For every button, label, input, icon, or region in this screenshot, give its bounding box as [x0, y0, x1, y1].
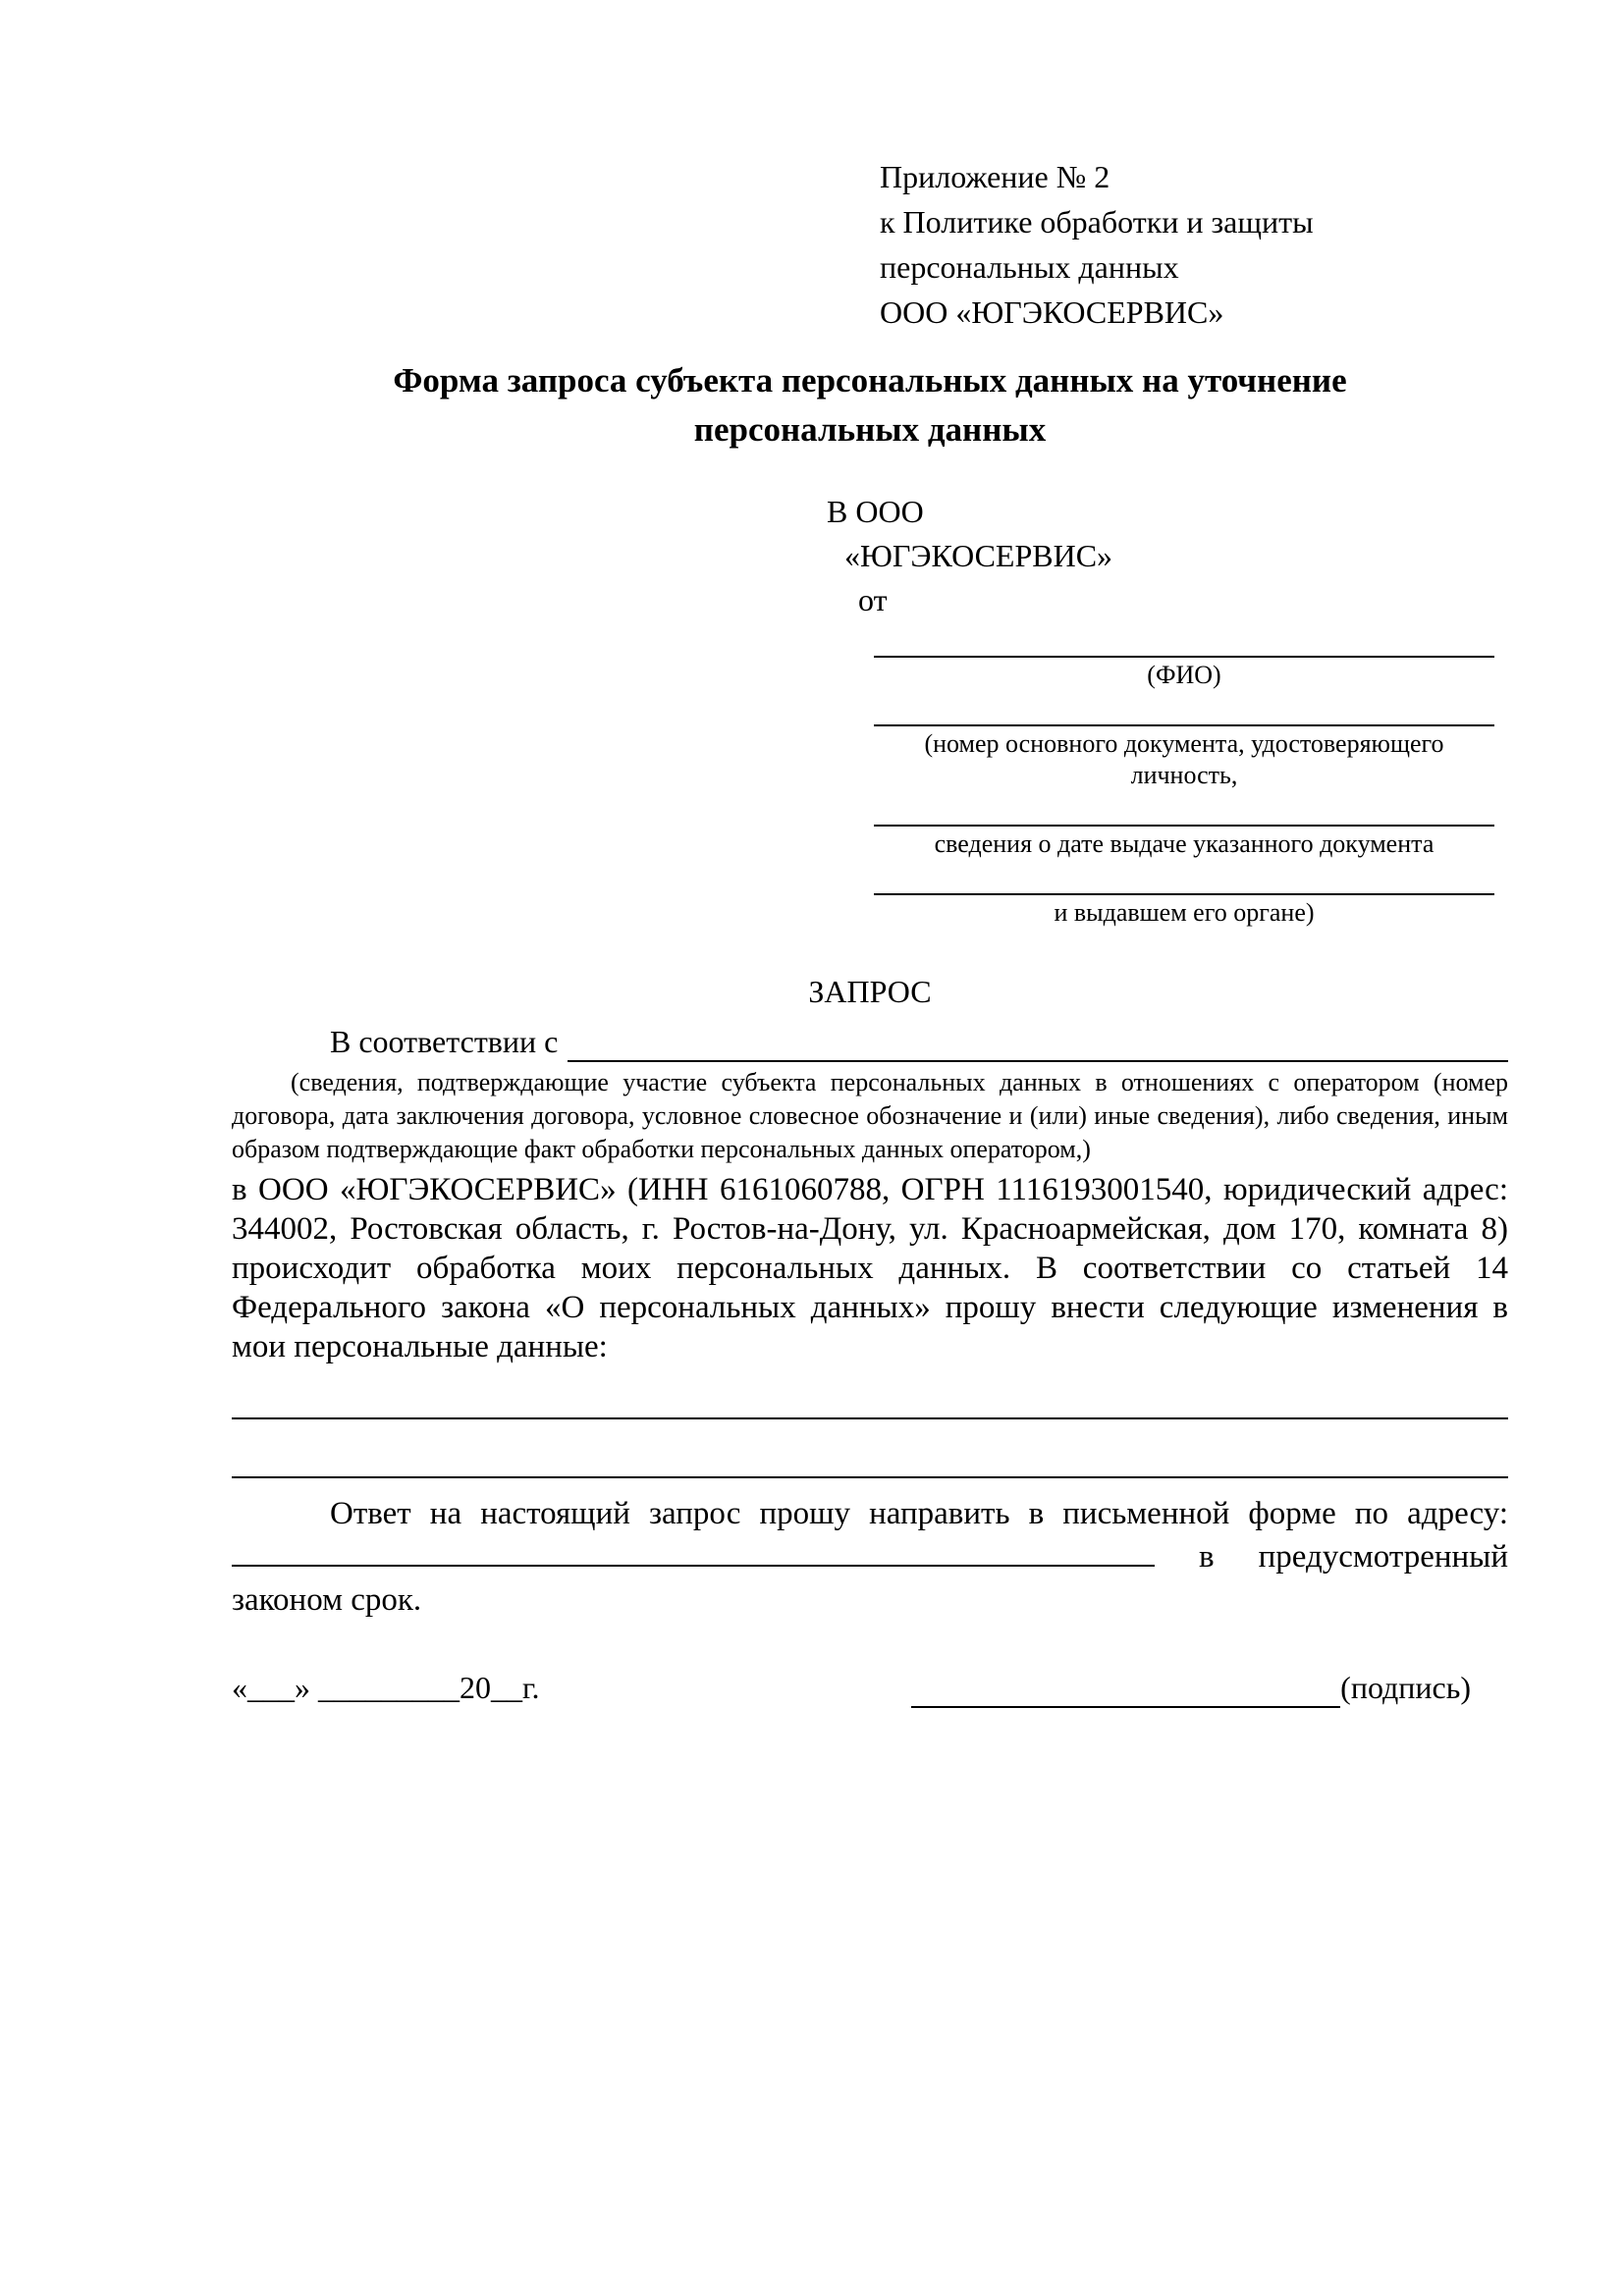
accordance-blank-line[interactable]	[568, 1025, 1508, 1062]
document-number-caption: (номер основного документа, удостоверяющего личность,	[924, 729, 1444, 789]
address-blank-line[interactable]	[232, 1537, 1155, 1567]
document-content	[232, 154, 1508, 1708]
addressee-line-2: «ЮГЭКОСЕРВИС»	[844, 538, 1113, 573]
applicant-fields	[874, 656, 1494, 929]
answer-text-2: в предусмотренный	[1199, 1539, 1508, 1575]
annex-block	[880, 154, 1508, 335]
issuing-authority-caption: и выдавшем его органе)	[1054, 898, 1315, 927]
changes-blank-line-1[interactable]	[232, 1417, 1508, 1419]
addressee-block	[827, 490, 1508, 929]
field-issue-date	[874, 825, 1494, 860]
date-blank[interactable]: «___» _________20__г.	[232, 1670, 540, 1705]
annex-line-number: Приложение № 2	[880, 159, 1110, 194]
document-title-text: Форма запроса субъекта персональных данных на уточнение персональных данных	[393, 361, 1347, 449]
addressee-line-1: В ООО	[827, 494, 924, 529]
request-heading: ЗАПРОС	[808, 974, 932, 1009]
answer-paragraph	[232, 1492, 1508, 1622]
addressee-line-3: от	[858, 582, 888, 617]
annex-line-policy: к Политике обработки и защиты персональных данных	[880, 204, 1314, 285]
accordance-row	[232, 1021, 1508, 1062]
field-issuing-authority	[874, 893, 1494, 929]
field-document-number	[874, 724, 1494, 791]
explanatory-note: (сведения, подтверждающие участие субъекта персональных данных в отношениях с оператором (номер договора, дата заключения договора, условное словесное обозначение и (или) иные сведения), либо сведения, иным образом подтверждающие факт обработки персональных данных оператором,)	[232, 1068, 1508, 1163]
signature-caption: (подпись)	[1340, 1670, 1471, 1705]
document-title	[232, 356, 1508, 454]
changes-blank-line-2[interactable]	[232, 1476, 1508, 1478]
date-signature-row	[232, 1667, 1508, 1708]
issue-date-caption: сведения о дате выдаче указанного документа	[934, 829, 1435, 858]
fio-caption: (ФИО)	[1147, 661, 1221, 689]
answer-text-3: законом срок.	[232, 1582, 422, 1618]
answer-text-1: Ответ на настоящий запрос прошу направить в письменной форме по адресу:	[330, 1496, 1508, 1531]
signature-blank-line[interactable]	[911, 1673, 1340, 1708]
signature-group	[911, 1667, 1471, 1708]
accordance-prefix: В соответствии с	[330, 1024, 559, 1059]
field-fio	[874, 656, 1494, 691]
annex-line-org: ООО «ЮГЭКОСЕРВИС»	[880, 294, 1224, 330]
body-paragraph: в ООО «ЮГЭКОСЕРВИС» (ИНН 6161060788, ОГРН 1116193001540, юридический адрес: 344002, Ростовская область, г. Ростов-на-Дону, ул. Красноармейская, дом 170, комната 8) происходит обработка моих персональных данных. В соответствии со статьей 14 Федерального закона «О персональных данных» прошу внести следующие изменения в мои персональные данные:	[232, 1172, 1508, 1364]
